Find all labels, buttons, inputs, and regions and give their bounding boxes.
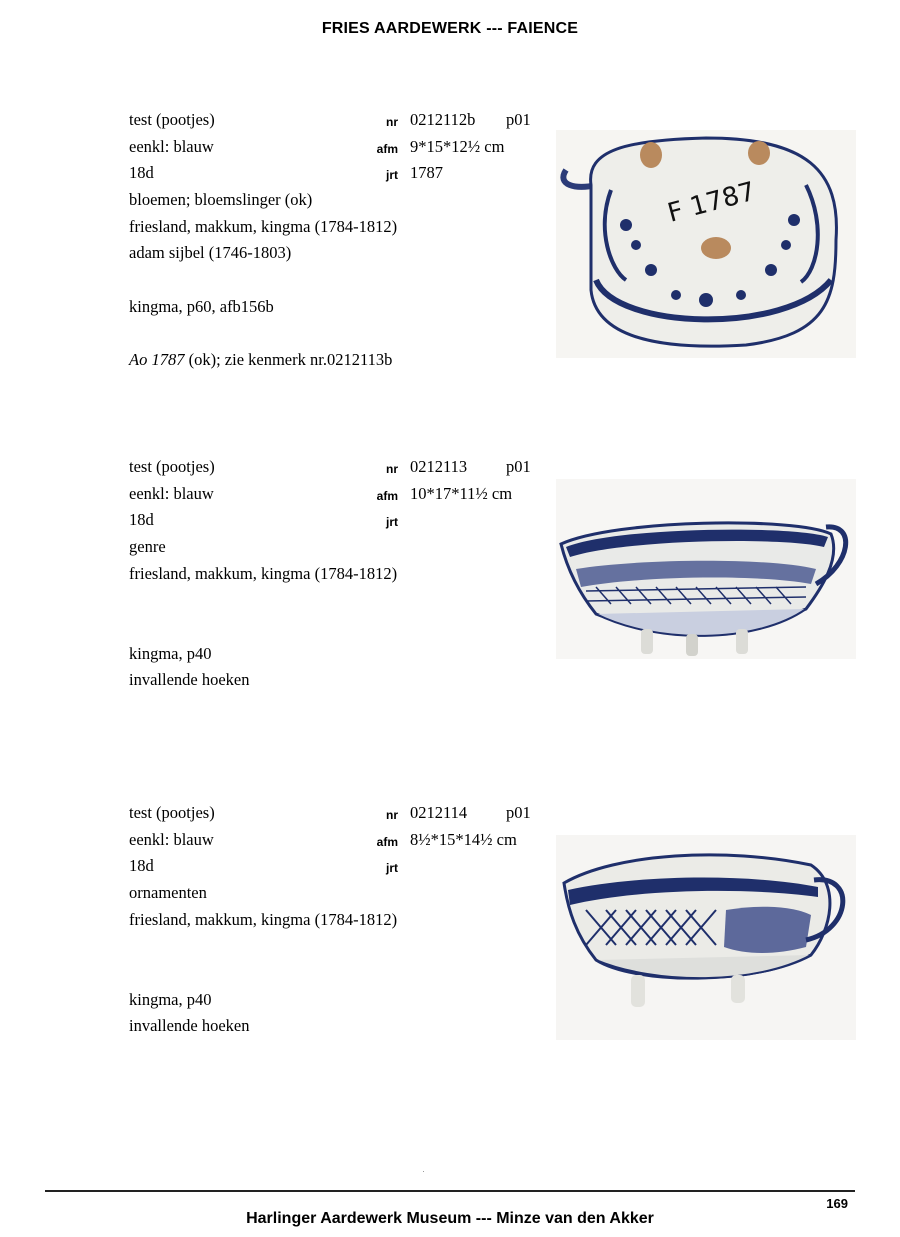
label-jrt: jrt — [386, 861, 398, 875]
page-footer: Harlinger Aardewerk Museum --- Minze van den Akker — [246, 1210, 654, 1227]
value-datering: 18d — [129, 163, 154, 182]
footer-rule — [45, 1190, 855, 1192]
label-nr: nr — [386, 462, 398, 476]
photo-inscription: F 1787 — [664, 176, 759, 229]
value-page: p01 — [506, 457, 531, 476]
value-opmerking: invallende hoeken — [129, 670, 250, 689]
label-jrt: jrt — [386, 515, 398, 529]
value-afm: 8½*15*14½ cm — [410, 830, 517, 849]
catalog-entry — [0, 457, 900, 757]
page-title: FRIES AARDEWERK --- FAIENCE — [321, 20, 579, 37]
page-number: 169 — [826, 1196, 848, 1211]
value-nr: 0212112b — [410, 110, 476, 129]
value-voorstelling: genre — [129, 537, 166, 556]
value-fabrikaat: friesland, makkum, kingma (1784-1812) — [129, 217, 398, 236]
value-opmerking: invallende hoeken — [129, 1016, 250, 1035]
object-photo — [556, 479, 856, 694]
label-nr: nr — [386, 115, 398, 129]
value-voorstelling: bloemen; bloemslinger (ok) — [129, 190, 313, 209]
object-photo — [556, 835, 856, 1040]
value-fabrikaat: friesland, makkum, kingma (1784-1812) — [129, 564, 398, 583]
label-afm: afm — [376, 489, 398, 503]
value-kleur: eenkl: blauw — [129, 830, 214, 849]
catalog-entry — [0, 110, 900, 410]
value-nr: 0212113 — [410, 457, 468, 476]
value-nr: 0212114 — [410, 803, 468, 822]
scan-speck — [423, 1171, 424, 1172]
value-page: p01 — [506, 803, 531, 822]
label-afm: afm — [376, 835, 398, 849]
value-jrt: 1787 — [410, 163, 443, 182]
opschrift-italic: Ao 1787 — [129, 350, 185, 369]
object-photo — [556, 130, 856, 375]
value-schilder: adam sijbel (1746-1803) — [129, 243, 292, 262]
value-kleur: eenkl: blauw — [129, 137, 214, 156]
catalog-entry — [0, 803, 900, 1103]
label-jrt: jrt — [386, 168, 398, 182]
opschrift-rest: (ok); zie kenmerk nr.0212113b — [184, 350, 393, 369]
value-datering: 18d — [129, 510, 154, 529]
label-nr: nr — [386, 808, 398, 822]
value-page: p01 — [506, 110, 531, 129]
value-afm: 10*17*11½ cm — [410, 484, 513, 503]
value-voorwerp: test (pootjes) — [129, 803, 215, 822]
value-datering: 18d — [129, 856, 154, 875]
value-opschrift — [129, 350, 392, 370]
value-literatuur: kingma, p40 — [129, 990, 212, 1009]
label-afm: afm — [376, 142, 398, 156]
value-literatuur: kingma, p60, afb156b — [129, 297, 274, 316]
value-voorstelling: ornamenten — [129, 883, 207, 902]
value-fabrikaat: friesland, makkum, kingma (1784-1812) — [129, 910, 398, 929]
value-afm: 9*15*12½ cm — [410, 137, 505, 156]
value-voorwerp: test (pootjes) — [129, 457, 215, 476]
value-literatuur: kingma, p40 — [129, 644, 212, 663]
value-voorwerp: test (pootjes) — [129, 110, 215, 129]
value-kleur: eenkl: blauw — [129, 484, 214, 503]
